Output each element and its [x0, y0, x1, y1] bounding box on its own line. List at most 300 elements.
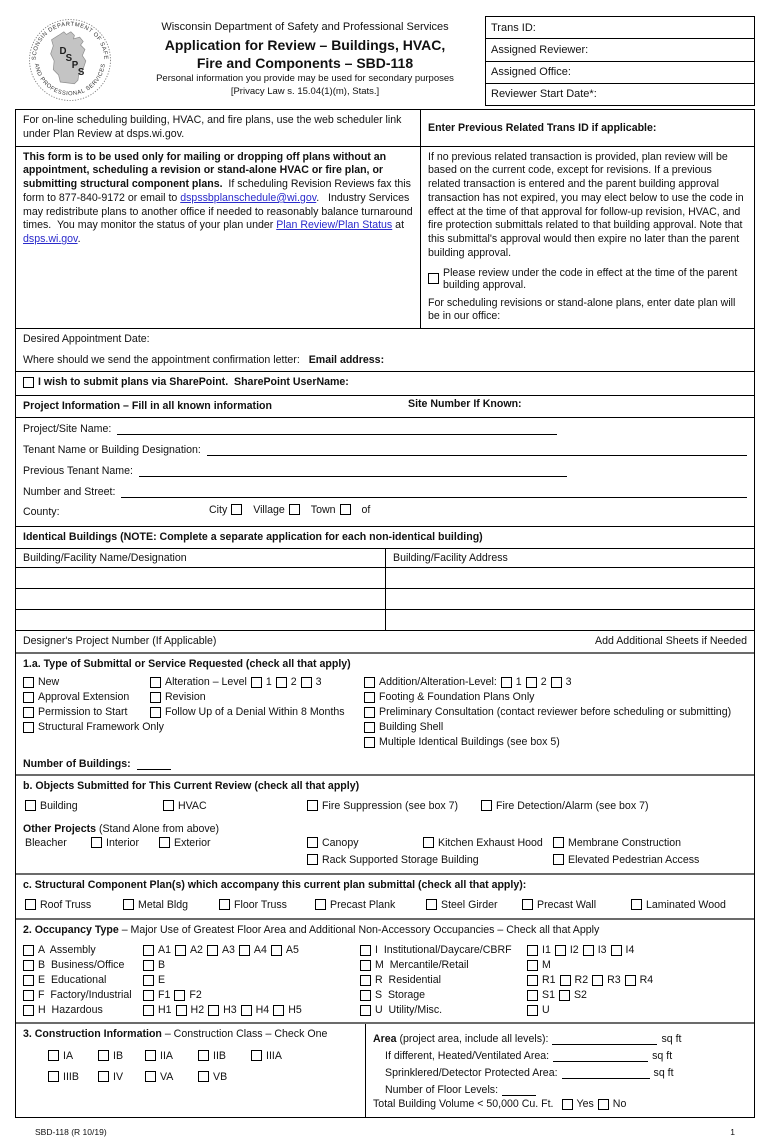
- other-projects-row-1: [23, 835, 747, 852]
- number-street-input[interactable]: [121, 485, 747, 498]
- occ-h2-label: H2: [190, 1004, 205, 1017]
- occ-s-checkbox[interactable]: [360, 990, 371, 1001]
- schedule-email-link[interactable]: dspssbplanschedule@wi.gov: [180, 191, 317, 204]
- addition-level-1-label: 1: [515, 676, 522, 689]
- followup-denial-checkbox[interactable]: [150, 707, 161, 718]
- rack-storage-checkbox[interactable]: [307, 854, 318, 865]
- class-vb-checkbox[interactable]: [198, 1071, 209, 1082]
- heated-area-unit: sq ft: [652, 1049, 673, 1062]
- fire-detection-checkbox[interactable]: [481, 800, 492, 811]
- reviewer-start-date-input[interactable]: [597, 84, 754, 105]
- form-header: [15, 12, 755, 106]
- privacy-note-2: [Privacy Law s. 15.04(1)(m), Stats.]: [230, 86, 380, 98]
- occ-r2-label: R2: [574, 974, 589, 987]
- permission-to-start-label: Permission to Start: [38, 706, 128, 719]
- occ-a1-label: A1: [158, 944, 171, 957]
- occ-f1-label: F1: [158, 989, 171, 1002]
- submittal-column-3: [364, 675, 747, 750]
- project-area-unit: sq ft: [661, 1032, 682, 1045]
- town-label: Town: [310, 503, 336, 516]
- previous-tenant-row: [16, 460, 754, 481]
- project-area-row: [373, 1028, 747, 1045]
- form-title-line2: Fire and Components – SBD-118: [196, 54, 414, 71]
- occ-r1-checkbox[interactable]: [527, 975, 538, 986]
- alteration-level-3-checkbox[interactable]: [301, 677, 312, 688]
- rack-storage-label: Rack Supported Storage Building: [322, 853, 479, 866]
- class-iiia-checkbox[interactable]: [251, 1050, 262, 1061]
- precast-plank-checkbox[interactable]: [315, 899, 326, 910]
- dsps-website-link[interactable]: dsps.wi.gov: [23, 233, 78, 246]
- class-iia-label: IIA: [160, 1049, 173, 1062]
- laminated-wood-checkbox[interactable]: [631, 899, 642, 910]
- identical-table-row-3: [16, 610, 754, 631]
- sharepoint-row: [16, 372, 754, 396]
- class-ia-label: IA: [63, 1049, 74, 1062]
- section-1a-type-of-submittal: [16, 652, 754, 774]
- tenant-name-row: [16, 439, 754, 460]
- roof-truss-label: Roof Truss: [40, 898, 92, 911]
- submittal-column-2: [150, 675, 364, 750]
- occupancy-column-3: [360, 943, 527, 1018]
- bleacher-exterior-checkbox[interactable]: [159, 837, 170, 848]
- parent-code-review-label: Please review under the code in effect at the time of the parent building approval.: [443, 266, 738, 291]
- occ-h1-label: H1: [158, 1004, 172, 1017]
- occ-r3-checkbox[interactable]: [592, 975, 603, 986]
- construction-header-rest: – Construction Class – Check One: [161, 1027, 328, 1040]
- area-label-rest: (project area, include all levels):: [396, 1032, 549, 1045]
- seal-top-text: WISCONSIN DEPARTMENT OF SAFETY: [23, 12, 109, 61]
- seal-letter-s1: S: [65, 52, 73, 64]
- assigned-reviewer-input[interactable]: [588, 39, 754, 60]
- structural-framework-label: Structural Framework Only: [38, 721, 164, 734]
- bleacher-exterior-label: Exterior: [174, 836, 211, 849]
- occ-i1-label: I1: [542, 944, 551, 957]
- number-of-buildings-label: Number of Buildings:: [23, 757, 131, 770]
- number-street-label: Number and Street:: [23, 485, 116, 498]
- occ-m2-label: M: [542, 959, 551, 972]
- membrane-construction-checkbox[interactable]: [553, 837, 564, 848]
- village-checkbox[interactable]: [289, 504, 300, 515]
- project-information-header: Project Information – Fill in all known information: [23, 399, 272, 412]
- occ-i4-checkbox[interactable]: [611, 945, 622, 956]
- occ-r4-label: R4: [639, 974, 654, 987]
- occ-a4-label: A4: [253, 944, 267, 957]
- occ-i2-checkbox[interactable]: [555, 945, 566, 956]
- class-ib-checkbox[interactable]: [98, 1050, 109, 1061]
- occ-e-checkbox[interactable]: [23, 975, 34, 986]
- identical-buildings-header: Identical Buildings (NOTE: Complete a separate application for each non-identical building): [16, 527, 754, 549]
- bleacher-interior-label: Interior: [106, 836, 139, 849]
- occ-s1-checkbox[interactable]: [527, 990, 538, 1001]
- project-information-header-row: [16, 396, 754, 418]
- bleacher-interior-checkbox[interactable]: [91, 837, 102, 848]
- section-3-header: [23, 1028, 358, 1040]
- trans-id-row: [486, 17, 754, 39]
- scheduling-notice-row: [16, 110, 754, 147]
- occupancy-column-4: [527, 943, 747, 1018]
- county-label: County:: [23, 505, 60, 518]
- elevated-pedestrian-checkbox[interactable]: [553, 854, 564, 865]
- footing-foundation-label: Footing & Foundation Plans Only: [379, 691, 535, 704]
- occ-f1-checkbox[interactable]: [143, 990, 154, 1001]
- class-ib-label: IB: [113, 1049, 124, 1062]
- hvac-label: HVAC: [178, 799, 207, 812]
- elevated-pedestrian-label: Elevated Pedestrian Access: [568, 853, 700, 866]
- plan-review-status-link[interactable]: Plan Review/Plan Status: [276, 219, 393, 232]
- sharepoint-label: I wish to submit plans via SharePoint. SharePoint UserName:: [38, 376, 349, 389]
- occ-h3-checkbox[interactable]: [208, 1005, 219, 1016]
- trans-id-label: Trans ID:: [491, 21, 536, 34]
- number-of-buildings-input[interactable]: [137, 757, 171, 770]
- alteration-level-1-checkbox[interactable]: [251, 677, 262, 688]
- dsps-seal-svg: [23, 12, 114, 104]
- occ-b2-checkbox[interactable]: [143, 960, 154, 971]
- building-name-cell-1[interactable]: [16, 568, 386, 588]
- town-checkbox[interactable]: [340, 504, 351, 515]
- assigned-reviewer-row: [486, 39, 754, 61]
- revision-checkbox[interactable]: [150, 692, 161, 703]
- fire-detection-label: Fire Detection/Alarm (see box 7): [496, 799, 649, 812]
- steel-girder-label: Steel Girder: [441, 898, 498, 911]
- addition-level-2-label: 2: [540, 676, 547, 689]
- level-1-label: 1: [265, 676, 272, 689]
- addition-level-2-checkbox[interactable]: [526, 677, 537, 688]
- occ-a-label: A Assembly: [38, 944, 96, 957]
- floor-truss-label: Floor Truss: [234, 898, 287, 911]
- city-checkbox[interactable]: [231, 504, 242, 515]
- class-iiib-checkbox[interactable]: [48, 1071, 59, 1082]
- other-projects-bold: Other Projects: [23, 822, 97, 835]
- occ-a2-checkbox[interactable]: [175, 945, 186, 956]
- tenant-name-input[interactable]: [207, 443, 747, 456]
- metal-bldg-label: Metal Bldg: [138, 898, 189, 911]
- class-vb-label: VB: [213, 1070, 228, 1083]
- other-projects-header: [23, 823, 747, 835]
- class-iiib-label: IIIB: [63, 1070, 79, 1083]
- building-name-cell-3[interactable]: [16, 610, 386, 630]
- occ-b2-label: B: [158, 959, 166, 972]
- section-c-header: c. Structural Component Plan(s) which accompany this current plan submittal (check all that apply):: [23, 878, 527, 891]
- multiple-identical-buildings-checkbox[interactable]: [364, 737, 375, 748]
- email-address-label: Email address:: [308, 354, 385, 367]
- occ-i-checkbox[interactable]: [360, 945, 371, 956]
- section-2-occupancy-type: [16, 918, 754, 1022]
- parent-code-review-checkbox[interactable]: [428, 273, 439, 284]
- sprinklered-area-input[interactable]: [562, 1066, 650, 1079]
- number-of-buildings-row: [23, 757, 747, 770]
- occ-r-label: R Residential: [375, 974, 441, 987]
- occ-r4-checkbox[interactable]: [625, 975, 636, 986]
- construction-class-cell: [16, 1024, 366, 1117]
- of-label: of: [361, 503, 371, 516]
- seal-bottom-text: AND PROFESSIONAL SERVICES: [32, 63, 108, 98]
- approval-extension-label: Approval Extension: [38, 691, 130, 704]
- identical-buildings-table: [16, 549, 754, 631]
- alteration-checkbox[interactable]: [150, 677, 161, 688]
- form-title-block: [125, 16, 485, 106]
- occupancy-header-rest: – Major Use of Greatest Floor Area and Additional Non-Accessory Occupancies – Check all that Apply: [118, 923, 600, 936]
- level-2-label: 2: [290, 676, 297, 689]
- construction-class-row-1: [23, 1048, 358, 1069]
- structural-components-row: [23, 897, 747, 914]
- form-body: [15, 109, 755, 1118]
- revision-date-note: For scheduling revisions or stand-alone plans, enter date plan will be in our office:: [428, 296, 736, 323]
- building-address-cell-1[interactable]: [386, 568, 754, 588]
- building-address-cell-2[interactable]: [386, 589, 754, 609]
- occ-e-label: E Educational: [38, 974, 107, 987]
- mailing-instructions: [16, 147, 421, 329]
- class-iv-label: IV: [113, 1070, 124, 1083]
- occ-s2-checkbox[interactable]: [559, 990, 570, 1001]
- objects-row: [23, 798, 747, 815]
- hvac-checkbox[interactable]: [163, 800, 174, 811]
- trans-id-input[interactable]: [536, 17, 754, 38]
- previous-transaction-paragraph: If no previous related transaction is provided, plan review will be based on the current code, except for revisions. If a previous related transaction is entered and the parent building approval transaction has not expired, you may elect below to use the code in effect at the time of that approval for follow-up revision, HVAC, and fire protection submittals related to that building approval. Note that this submittal's approval would then expire no later than the parent building approval.: [428, 150, 744, 259]
- occ-h4-label: H4: [255, 1004, 270, 1017]
- dsps-seal-logo: [15, 12, 125, 106]
- occ-r3-label: R3: [607, 974, 621, 987]
- mailing-instructions-bold: This form is to be used only for mailing or dropping off plans without an appointment, scheduling a revision or stand-alone HVAC or fire plan, or submitting structural component plans.: [23, 150, 390, 191]
- volume-no-checkbox[interactable]: [598, 1099, 609, 1110]
- addition-alteration-label: Addition/Alteration-Level:: [379, 676, 497, 689]
- membrane-construction-label: Membrane Construction: [568, 836, 682, 849]
- section-3-construction-information: [16, 1022, 754, 1117]
- occ-e2-label: E: [158, 974, 166, 987]
- class-iib-checkbox[interactable]: [198, 1050, 209, 1061]
- form-title-line1: Application for Review – Buildings, HVAC,: [164, 37, 446, 53]
- submittal-column-1: [23, 675, 164, 750]
- addition-level-3-checkbox[interactable]: [551, 677, 562, 688]
- seal-letter-p: P: [71, 59, 79, 71]
- occ-m-label: M Mercantile/Retail: [375, 959, 469, 972]
- occ-u2-label: U: [542, 1004, 550, 1017]
- municipality-group: [209, 504, 370, 516]
- parent-code-review-option: [428, 267, 747, 291]
- construction-header-bold: 3. Construction Information: [23, 1027, 162, 1040]
- building-address-column-header: Building/Facility Address: [393, 551, 508, 564]
- occ-h-checkbox[interactable]: [23, 1005, 34, 1016]
- class-iia-checkbox[interactable]: [145, 1050, 156, 1061]
- occ-a4-checkbox[interactable]: [239, 945, 250, 956]
- class-iv-checkbox[interactable]: [98, 1071, 109, 1082]
- village-label: Village: [253, 503, 285, 516]
- designer-number-row: [16, 631, 754, 652]
- occ-i3-checkbox[interactable]: [583, 945, 594, 956]
- multiple-identical-buildings-label: Multiple Identical Buildings (see box 5): [379, 736, 560, 749]
- occ-m-checkbox[interactable]: [360, 960, 371, 971]
- occ-u-label: U Utility/Misc.: [375, 1004, 443, 1017]
- footing-foundation-checkbox[interactable]: [364, 692, 375, 703]
- occ-i1-checkbox[interactable]: [527, 945, 538, 956]
- level-3-label: 3: [315, 676, 322, 689]
- identical-table-row-2: [16, 589, 754, 610]
- occ-i4-label: I4: [625, 944, 635, 957]
- assigned-office-input[interactable]: [571, 62, 754, 83]
- enter-previous-trans-id-label: Enter Previous Related Trans ID if applicable:: [428, 121, 657, 134]
- other-projects-row-2: [23, 852, 747, 869]
- volume-yes-checkbox[interactable]: [562, 1099, 573, 1110]
- floor-levels-input[interactable]: [502, 1083, 536, 1096]
- kitchen-exhaust-hood-checkbox[interactable]: [423, 837, 434, 848]
- laminated-wood-label: Laminated Wood: [646, 898, 726, 911]
- assigned-office-row: [486, 62, 754, 84]
- occ-h-label: H Hazardous: [38, 1004, 103, 1017]
- occ-a1-checkbox[interactable]: [143, 945, 154, 956]
- occ-e2-checkbox[interactable]: [143, 975, 154, 986]
- area-label-bold: Area: [373, 1032, 397, 1045]
- occupancy-header-bold: 2. Occupancy Type: [23, 923, 119, 936]
- number-street-row: [16, 481, 754, 502]
- addition-alteration-checkbox[interactable]: [364, 677, 375, 688]
- occ-s2-label: S2: [573, 989, 587, 1002]
- occ-u-checkbox[interactable]: [360, 1005, 371, 1016]
- canopy-checkbox[interactable]: [307, 837, 318, 848]
- occ-h5-label: H5: [288, 1004, 302, 1017]
- fire-suppression-label: Fire Suppression (see box 7): [322, 799, 459, 812]
- precast-wall-checkbox[interactable]: [522, 899, 533, 910]
- mailing-instructions-seg1: If scheduling Revision Reviews fax this form to 877-840-9172 or email to: [23, 178, 414, 204]
- mailing-instructions-seg3: at: [392, 219, 405, 232]
- assigned-reviewer-label: Assigned Reviewer:: [491, 43, 589, 56]
- occ-b-label: B Business/Office: [38, 959, 125, 972]
- followup-denial-label: Follow Up of a Denial Within 8 Months: [165, 706, 345, 719]
- occ-a3-label: A3: [221, 944, 235, 957]
- sharepoint-checkbox[interactable]: [23, 377, 34, 388]
- class-va-label: VA: [160, 1070, 174, 1083]
- occ-i3-label: I3: [597, 944, 607, 957]
- occ-h1-checkbox[interactable]: [143, 1005, 154, 1016]
- precast-plank-label: Precast Plank: [330, 898, 396, 911]
- preliminary-consultation-label: Preliminary Consultation (contact reviewer before scheduling or submitting): [379, 706, 732, 719]
- section-b-header: b. Objects Submitted for This Current Review (check all that apply): [23, 779, 360, 792]
- class-ia-checkbox[interactable]: [48, 1050, 59, 1061]
- occ-f2-label: F2: [189, 989, 202, 1002]
- reviewer-fields-table: [485, 16, 755, 106]
- sprinklered-area-label: Sprinklered/Detector Protected Area:: [385, 1066, 558, 1079]
- occ-m2-checkbox[interactable]: [527, 960, 538, 971]
- identical-table-header-row: [16, 549, 754, 568]
- confirmation-letter-label: Where should we send the appointment confirmation letter:: [23, 354, 300, 367]
- project-area-input[interactable]: [552, 1032, 657, 1045]
- county-row: [16, 502, 754, 527]
- occ-a5-checkbox[interactable]: [271, 945, 282, 956]
- floor-truss-checkbox[interactable]: [219, 899, 230, 910]
- building-checkbox[interactable]: [25, 800, 36, 811]
- privacy-note-1: Personal information you provide may be used for secondary purposes: [156, 73, 454, 84]
- class-va-checkbox[interactable]: [145, 1071, 156, 1082]
- precast-wall-label: Precast Wall: [537, 898, 597, 911]
- assigned-office-label: Assigned Office:: [491, 66, 571, 79]
- confirmation-letter-row: [16, 350, 754, 372]
- heated-area-label: If different, Heated/Ventilated Area:: [385, 1049, 550, 1062]
- kitchen-exhaust-hood-label: Kitchen Exhaust Hood: [438, 836, 543, 849]
- sprinklered-area-unit: sq ft: [653, 1066, 674, 1079]
- addition-level-3-label: 3: [565, 676, 572, 689]
- heated-area-input[interactable]: [553, 1049, 648, 1062]
- occ-r2-checkbox[interactable]: [560, 975, 571, 986]
- occ-i-label: I Institutional/Daycare/CBRF: [375, 944, 512, 957]
- form-number: SBD-118 (R 10/19): [35, 1126, 107, 1137]
- class-iib-label: IIB: [213, 1049, 226, 1062]
- building-name-cell-2[interactable]: [16, 589, 386, 609]
- building-address-cell-3[interactable]: [386, 610, 754, 630]
- agency-name: Wisconsin Department of Safety and Professional Services: [161, 21, 449, 33]
- permission-to-start-checkbox[interactable]: [23, 707, 34, 718]
- canopy-label: Canopy: [322, 836, 359, 849]
- sprinklered-area-row: [385, 1062, 747, 1079]
- roof-truss-checkbox[interactable]: [25, 899, 36, 910]
- revision-label: Revision: [165, 691, 206, 704]
- preliminary-consultation-checkbox[interactable]: [364, 707, 375, 718]
- mailing-instructions-seg4: .: [77, 233, 81, 246]
- other-projects-rest: (Stand Alone from above): [96, 822, 220, 835]
- site-number-label: Site Number If Known:: [408, 397, 522, 410]
- desired-appointment-row: [16, 329, 754, 350]
- metal-bldg-checkbox[interactable]: [123, 899, 134, 910]
- section-b-objects-submitted: [16, 774, 754, 873]
- occ-a3-checkbox[interactable]: [207, 945, 218, 956]
- approval-extension-checkbox[interactable]: [23, 692, 34, 703]
- building-name-column-header: Building/Facility Name/Designation: [16, 549, 386, 567]
- mailing-instructions-seg2: . Industry Services may redistribute plans to another office if needed to reasonably balance turnaround times. You may monitor the status of your plan under: [23, 191, 416, 232]
- occ-s1-label: S1: [542, 989, 555, 1002]
- section-c-structural-components: [16, 873, 754, 918]
- occ-r1-label: R1: [542, 974, 556, 987]
- class-iiia-label: IIIA: [266, 1049, 282, 1062]
- heated-area-row: [385, 1045, 747, 1062]
- project-site-name-label: Project/Site Name:: [23, 422, 112, 435]
- section-1a-header: 1.a. Type of Submittal or Service Requested (check all that apply): [23, 657, 351, 670]
- structural-framework-checkbox[interactable]: [23, 722, 34, 733]
- reviewer-start-date-row: [486, 84, 754, 105]
- occ-u2-checkbox[interactable]: [527, 1005, 538, 1016]
- new-checkbox[interactable]: [23, 677, 34, 688]
- page-number: 1: [730, 1126, 735, 1137]
- add-additional-sheets-note: Add Additional Sheets if Needed: [595, 634, 747, 647]
- occ-f-label: F Factory/Industrial: [38, 989, 132, 1002]
- occ-f-checkbox[interactable]: [23, 990, 34, 1001]
- volume-yes-label: Yes: [576, 1098, 594, 1111]
- designer-project-number-label: Designer's Project Number (If Applicable): [23, 634, 217, 647]
- building-label: Building: [40, 799, 78, 812]
- project-site-name-input[interactable]: [117, 422, 557, 435]
- addition-level-1-checkbox[interactable]: [501, 677, 512, 688]
- occ-f2-checkbox[interactable]: [174, 990, 185, 1001]
- area-information-cell: [366, 1024, 754, 1117]
- page-footer: [15, 1118, 755, 1137]
- fire-suppression-checkbox[interactable]: [307, 800, 318, 811]
- alteration-label: Alteration – Level: [165, 676, 247, 689]
- new-label: New: [38, 676, 60, 689]
- occ-h4-checkbox[interactable]: [241, 1005, 252, 1016]
- reviewer-start-date-label: Reviewer Start Date*:: [491, 88, 597, 101]
- occ-a-checkbox[interactable]: [23, 945, 34, 956]
- steel-girder-checkbox[interactable]: [426, 899, 437, 910]
- alteration-level-2-checkbox[interactable]: [276, 677, 287, 688]
- previous-tenant-label: Previous Tenant Name:: [23, 464, 133, 477]
- previous-tenant-input[interactable]: [139, 464, 567, 477]
- building-shell-checkbox[interactable]: [364, 722, 375, 733]
- occupancy-column-1: [23, 943, 143, 1018]
- occ-r-checkbox[interactable]: [360, 975, 371, 986]
- occ-h5-checkbox[interactable]: [273, 1005, 284, 1016]
- occ-h2-checkbox[interactable]: [176, 1005, 187, 1016]
- seal-letter-s2: S: [77, 66, 85, 78]
- occ-s-label: S Storage: [375, 989, 426, 1002]
- tenant-name-label: Tenant Name or Building Designation:: [23, 443, 201, 456]
- occ-i2-label: I2: [569, 944, 579, 957]
- occ-b-checkbox[interactable]: [23, 960, 34, 971]
